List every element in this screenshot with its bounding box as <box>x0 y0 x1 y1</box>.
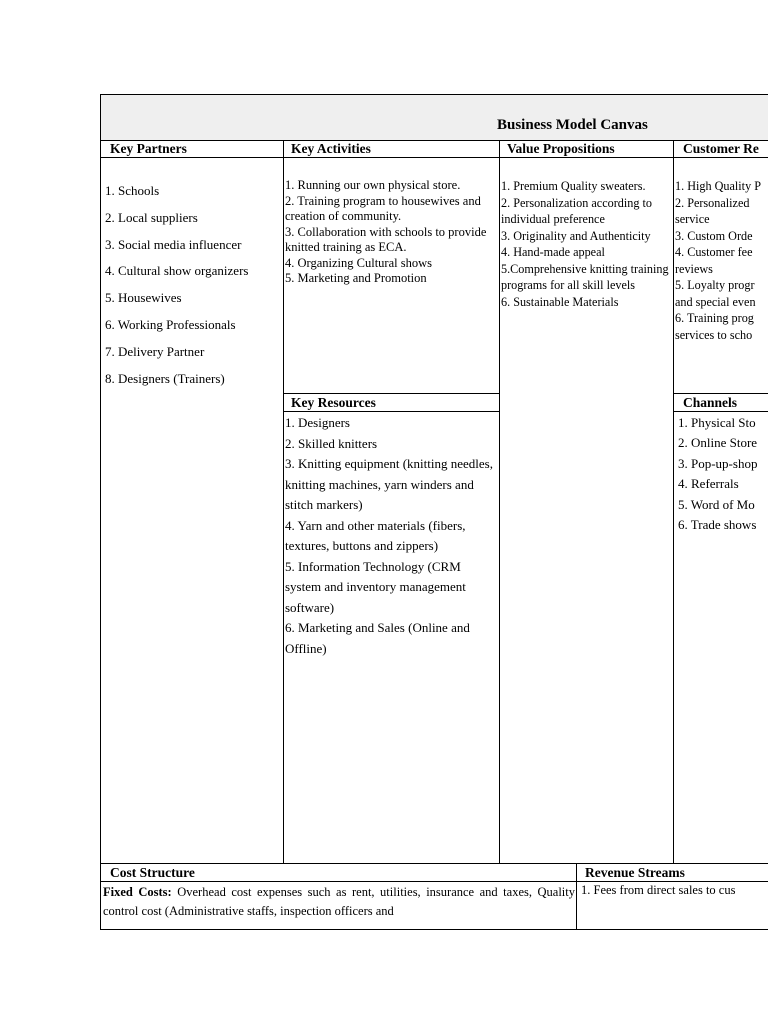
list-item: 1. Designers <box>285 415 350 430</box>
channels-list <box>678 413 768 535</box>
customer-relationships-heading: Customer Re <box>683 141 759 156</box>
list-item: 6. Marketing and Sales (Online and Offline) <box>285 620 470 656</box>
value-propositions-list <box>501 178 671 310</box>
cost-structure-text <box>103 883 575 921</box>
business-model-canvas <box>100 94 768 930</box>
list-item: 4. Customer fee <box>675 245 753 259</box>
divider <box>101 140 768 141</box>
key-activities-list <box>285 178 497 287</box>
list-item: 3. Social media influencer <box>105 236 242 252</box>
value-propositions-heading: Value Propositions <box>507 141 615 156</box>
list-item: 5. Marketing and Promotion <box>285 271 427 285</box>
list-item: 5. Information Technology (CRM system and inventory management software) <box>285 558 466 615</box>
fixed-costs-label: Fixed Costs: <box>103 885 172 899</box>
fixed-costs-text: Overhead cost expenses such as rent, utilities, insurance and taxes, Quality control cost (Administrative staffs, inspection officers and <box>103 885 575 918</box>
list-item: 3. Pop-up-shop <box>678 455 758 471</box>
list-item: 1. Premium Quality sweaters. <box>501 179 646 193</box>
cost-structure-heading: Cost Structure <box>110 865 195 880</box>
list-item: 2. Personalized <box>675 195 750 210</box>
list-item: 8. Designers (Trainers) <box>105 370 225 386</box>
divider <box>673 393 768 394</box>
list-item: 4. Organizing Cultural shows <box>285 255 432 270</box>
list-item: 4. Hand-made appeal <box>501 245 605 259</box>
list-item: 6. Working Professionals <box>105 316 236 332</box>
divider <box>283 140 284 863</box>
list-item: 6. Sustainable Materials <box>501 294 619 309</box>
key-resources-list <box>285 413 497 659</box>
divider <box>673 140 674 863</box>
list-item: 6. Training prog <box>675 311 754 325</box>
list-item: 2. Personalization according to individual preference <box>501 195 652 226</box>
list-item: 4. Cultural show organizers <box>105 263 249 279</box>
list-item: 4. Yarn and other materials (fibers, textures, buttons and zippers) <box>285 517 466 553</box>
divider <box>673 411 768 412</box>
list-item: 5. Word of Mo <box>678 496 755 512</box>
list-item: 1. Running our own physical store. <box>285 178 461 192</box>
list-item: 2. Local suppliers <box>105 209 198 225</box>
list-item: services to scho <box>675 327 753 342</box>
channels-heading: Channels <box>683 395 738 410</box>
list-item: and special even <box>675 294 756 309</box>
list-item: 3. Custom Orde <box>675 228 753 243</box>
list-item: reviews <box>675 261 713 276</box>
divider <box>101 157 768 158</box>
revenue-streams-item: 1. Fees from direct sales to cus <box>581 883 736 897</box>
list-item: 6. Trade shows <box>678 517 757 533</box>
divider <box>499 140 500 863</box>
list-item: 1. Schools <box>105 183 160 198</box>
list-item: 3. Knitting equipment (knitting needles, knitting machines, yarn winders and stitch markers) <box>285 456 493 512</box>
key-partners-list <box>105 178 281 392</box>
divider <box>101 881 768 882</box>
divider <box>283 393 499 394</box>
list-item: 1. Physical Sto <box>678 415 756 430</box>
list-item: 2. Online Store <box>678 435 758 451</box>
key-activities-heading: Key Activities <box>291 141 371 156</box>
list-item: 7. Delivery Partner <box>105 343 205 359</box>
key-partners-heading: Key Partners <box>110 141 187 156</box>
divider <box>101 863 768 864</box>
canvas-header <box>101 95 768 141</box>
list-item: 2. Skilled knitters <box>285 435 378 451</box>
list-item: 5. Loyalty progr <box>675 278 755 292</box>
revenue-streams-heading: Revenue Streams <box>585 865 685 880</box>
list-item: 4. Referrals <box>678 476 739 492</box>
list-item: 3. Originality and Authenticity <box>501 228 651 243</box>
divider <box>283 411 499 412</box>
list-item: service <box>675 212 710 226</box>
list-item: 2. Training program to housewives and creation of community. <box>285 193 481 223</box>
list-item: 3. Collaboration with schools to provide knitted training as ECA. <box>285 224 487 254</box>
divider <box>576 863 577 929</box>
customer-relationships-list <box>675 178 768 343</box>
list-item: 5.Comprehensive knitting training programs for all skill levels <box>501 261 669 292</box>
list-item: 1. High Quality P <box>675 179 761 193</box>
canvas-title: Business Model Canvas <box>497 117 648 133</box>
key-resources-heading: Key Resources <box>291 395 376 410</box>
list-item: 5. Housewives <box>105 290 182 306</box>
